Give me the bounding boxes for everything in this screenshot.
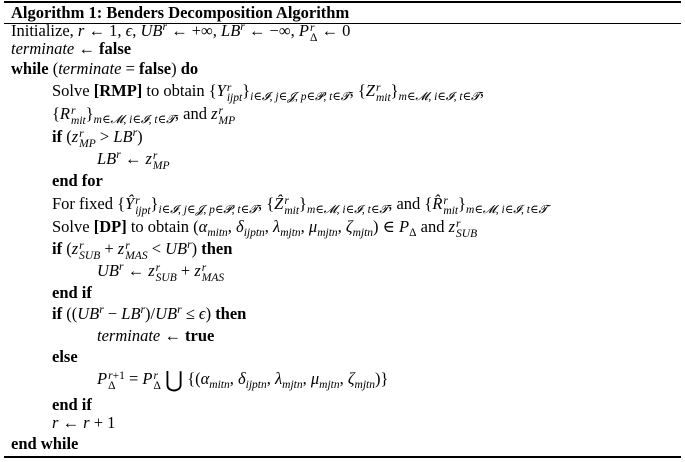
- line-solve-rmp: Solve [RMP] to obtain {Y r ijpt }$_{i\in 𝓘, j\in 𝓙, p\in 𝓟, t\in 𝓣}$, {Z r mit }$_{m\in 𝓜, i\in 𝓘, t\in 𝓣}$,: [52, 81, 484, 104]
- line-lb-update: $LB^r$ ← z r MP: [97, 149, 170, 172]
- line-solve-dp: Solve [DP] to obtain ($\alpha_{mitn}$, $\delta_{ijptn}$, $\lambda_{mjtn}$, $\mu_{mjtn}$, $\zeta_{mjtn}$) ∈ $P_\Delta$ and z r SUB: [52, 217, 478, 240]
- line-else: else: [52, 347, 78, 366]
- algorithm-caption: Algorithm 1: Benders Decomposition Algorithm: [11, 3, 350, 22]
- line-end-while: end while: [11, 434, 79, 453]
- line-terminate-true: terminate ← true: [97, 326, 215, 345]
- line-if-ub: if (z r SUB + z r MAS < $UB^r$) then: [52, 239, 233, 262]
- line-increment: r ← r + 1: [52, 413, 116, 432]
- line-end-for: end for: [52, 171, 103, 190]
- line-initialize: Initialize, r ← 1, ϵ, $UB^r$ ← +∞, $LB^r$ ← −∞, P r Δ ← 0: [11, 21, 351, 44]
- line-end-if-2: end if: [52, 395, 92, 414]
- line-if-lb: if (z r MP > $LB^r$): [52, 127, 143, 150]
- line-while: while (terminate = false) do: [11, 59, 199, 78]
- line-ub-update: $UB^r$ ← z r SUB + z r MAS: [97, 261, 225, 284]
- bottom-rule: [4, 456, 681, 458]
- line-rmp-cont: {R r mit }$_{m\in 𝓜, i\in 𝓘, t\in 𝓣}$, and z r MP: [52, 104, 236, 127]
- algorithm-box: [4, 1, 681, 458]
- line-terminate-init: terminate ← false: [11, 39, 132, 58]
- line-if-gap: if $((UB^r - LB^r)/UB^r \le \epsilon)$ then: [52, 304, 247, 323]
- line-for-fixed: For fixed {Ŷ r ijpt }$_{i\in 𝓘, j\in 𝓙, p\in 𝓟, t\in 𝓣}$, {Ẑ r mit }$_{m\in 𝓜, i\in 𝓘, t\in 𝓣}$, and {R̂ r mit }$_{m\in 𝓜, i\in 𝓘, t\in 𝓣}$: [52, 194, 548, 217]
- line-cut-update: P r+1 Δ = P r Δ ⋃ {($\alpha_{mitn}$, $\delta_{ijptn}$, $\lambda_{mjtn}$, $\mu_{mjtn}$, $\zeta_{mjtn}$)}: [97, 367, 389, 392]
- line-end-if-1: end if: [52, 283, 92, 302]
